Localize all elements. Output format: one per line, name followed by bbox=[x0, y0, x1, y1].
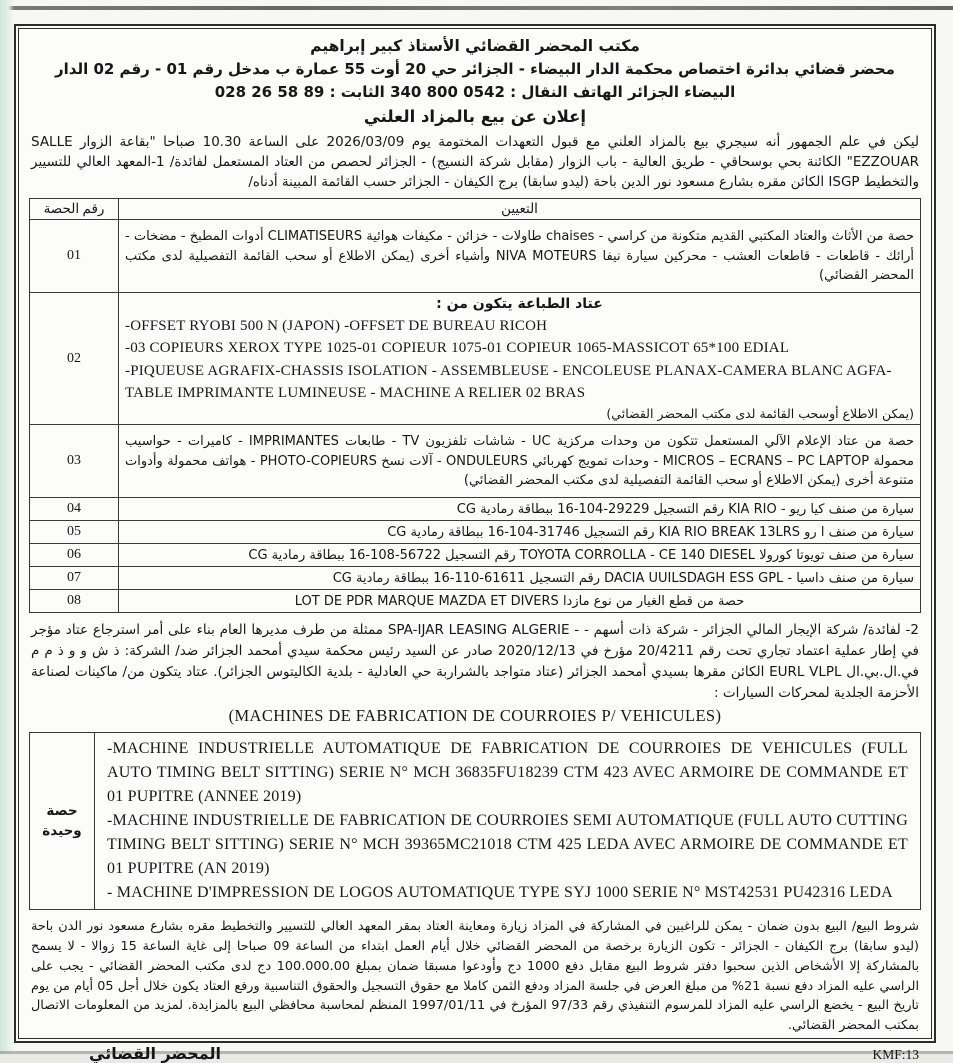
equipment-line: -03 COPIEURS XEROX TYPE 1025-01 COPIEUR 1075-01 COPIEUR 1065-MASSICOT 65*100 EDIAL bbox=[125, 340, 790, 357]
document-footer bbox=[29, 1044, 921, 1063]
consultation-note: (يمكن الاطلاع أوسحب القائمة لدى مكتب المحضر القضائي) bbox=[606, 405, 914, 421]
lot-number: 01 bbox=[30, 220, 119, 293]
lot-row-07 bbox=[30, 567, 921, 590]
single-lot-label bbox=[30, 733, 95, 910]
lot-row-08 bbox=[30, 590, 921, 613]
lot-description: حصة من الأثاث والعتاد المكتبي القديم متكونة من كراسي - chaises طاولات - خزائن - مكيفات هوائية CLIMATISEURS أدوات المطبخ - مضخات - أرائك - قاطعات - قاطعات العشب - محركين سيارة نيفا NIVA MOTEURS وأشياء أخرى (يمكن الاطلاع أو سحب القائمة التفصيلية لدى مكتب المحضر القضائي) bbox=[119, 220, 921, 293]
lot-number: 04 bbox=[30, 498, 119, 521]
lot-row-03 bbox=[30, 425, 921, 498]
lot-row-04 bbox=[30, 498, 921, 521]
document-header bbox=[29, 35, 921, 129]
vehicle-description: سيارة من صنف تويوتا كورولا TOYOTA CORROLLA - CE 140 DIESEL رقم التسجيل 56722-108-16 ببطاقة رمادية CG bbox=[119, 544, 921, 567]
vehicle-description: سيارة من صنف داسيا - DACIA UUILSDAGH ESS GPL رقم التسجيل 61611-110-16 ببطاقة رمادية CG bbox=[119, 567, 921, 590]
lots-table-header-row bbox=[30, 199, 921, 220]
machines-french-subtitle: (MACHINES DE FABRICATION DE COURROIES P/ VEHICULES) bbox=[228, 706, 722, 726]
machine-item: - MACHINE D'IMPRESSION DE LOGOS AUTOMATIQUE TYPE SYJ 1000 SERIE N° MST42531 PU42316 LEDA bbox=[107, 884, 893, 902]
spare-parts-description: حصة من قطع الغيار من نوع مازدا LOT DE PDR MARQUE MAZDA ET DIVERS bbox=[119, 590, 921, 613]
bailiff-address-contact: محضر قضائي بدائرة اختصاص محكمة الدار البيضاء - الجزائر حي 20 أوت 55 عمارة ب مدخل رقم 01 - رقم 02 الدار البيضاء الجزائر الهاتف النقال : 0542 800 340 الثابت : 89 58 26 028 bbox=[55, 60, 895, 101]
printing-equipment-heading: عتاد الطباعة يتكون من : bbox=[436, 296, 603, 313]
lot-description bbox=[119, 293, 921, 425]
lot-description: حصة من عتاد الإعلام الآلي المستعمل تتكون من وحدات مركزية UC - شاشات تلفزيون TV - طابعات IMPRIMANTES - كاميرات - حواسيب محمولة MICROS – ECRANS – PC LAPTOP - وحدات تمويج كهربائي ONDULEURS - آلات نسخ PHOTO-COPIEURS - هواتف محمولة وأدوات متنوعة أخرى (يمكن الاطلاع أو سحب القائمة التفصيلية لدى مكتب المحضر القضائي) bbox=[119, 425, 921, 498]
bailiff-office-name: مكتب المحضر القضائي الأستاذ كبير إبراهيم bbox=[310, 37, 640, 55]
machine-item: -MACHINE INDUSTRIELLE DE FABRICATION DE COURROIES SEMI AUTOMATIQUE (FULL AUTO CUTTING TIMING BELT SITTING) SERIE N° MCH 39365MC21018 CTM 425 LEDA AVEC ARMOIRE DE COMMANDE ET 01 PUPITRE (AN 2019) bbox=[107, 812, 908, 878]
auction-intro-paragraph: ليكن في علم الجمهور أنه سيجري بيع بالمزاد العلني مع قبول التعهدات المختومة يوم 2026/03/09 على الساعة 10.30 صباحا "بقاعة الزوار SALLE EZZOUAR" الكائنة بحي بوسحاقي - طريق العالية - باب الزوار (مقابل شركة النسيج) - الجزائر لحصص من العتاد المستعمل لفائدة/ 1-المعهد العالي للتسيير والتخطيط ISGP الكائن مقره بشارع مسعود نور الدين باحة (ليدو سابقا) برج الكيفان - الجزائر حسب القائمة المبينة أدناه/ bbox=[31, 133, 920, 191]
lots-table bbox=[29, 198, 921, 613]
equipment-line: -OFFSET RYOBI 500 N (JAPON) -OFFSET DE BUREAU RICOH bbox=[125, 317, 548, 334]
lot-row-02 bbox=[30, 293, 921, 425]
document-frame bbox=[14, 24, 936, 1063]
lot-number-column-header: رقم الحصة bbox=[30, 199, 119, 220]
designation-column-header: التعيين bbox=[119, 199, 921, 220]
lot-number: 03 bbox=[30, 425, 119, 498]
single-lot-row bbox=[30, 733, 921, 910]
lot-row-05 bbox=[30, 521, 921, 544]
single-lot-label-line1: حصة bbox=[46, 802, 78, 819]
lot-number: 08 bbox=[30, 590, 119, 613]
lot-row-06 bbox=[30, 544, 921, 567]
second-beneficiary-paragraph: 2- لفائدة/ شركة الإيجار المالي الجزائر - شركة ذات أسهم - - SPA-IJAR LEASING ALGERIE ممثلة من طرف مديرها العام بناء على أمر استرجاع عتاد مؤجر في إطار عملية اعتماد تجاري تحت رقم 20/4211 مؤرخ في 2020/12/13 صادر عن السيد رئيس محكمة سيدي أمحمد الجزائر ضد/ الشركة: ذ ش و و ذ م م في.ال.بي.ال EURL VLPL الكائن مقرها بسيدي أمحمد الجزائر (عتاد متواجد بالشراربة حي العادلية - بلدية الكاليتوس الجزائر). عتاد يتكون من/ ماكينات لصناعة الأحزمة الجلدية لمحركات السيارات : bbox=[31, 622, 920, 702]
single-lot-table bbox=[29, 732, 921, 910]
vehicle-description: سيارة من صنف كيا ريو - KIA RIO رقم التسجيل 29229-104-16 ببطاقة رمادية CG bbox=[119, 498, 921, 521]
sale-conditions-paragraph: شروط البيع/ البيع بدون ضمان - يمكن للراغبين في المشاركة في المزاد زيارة ومعاينة العتاد بمقر المعهد العالي للتسيير والتخطيط مقره بشارع مسعود نور الدن باحة (ليدو سابقا) برج الكيفان - الجزائر - تكون الزيارة برخصة من المحضر القضائي خلال أيام العمل ابتداء من الساعة 09 صباحا إلى غاية الساعة 15 زوالا - لا يسمح بالمشاركة إلا الأشخاص الذين سحبوا دفتر شروط البيع مقابل دفع 1000 دج وأودعوا مسبقا ضمان بمبلغ 100.000.00 دج لدى مكتب المحضر القضائي - يجب على الراسي عليه المزاد دفع نسبة 21% من مبلغ العرض في جلسة المزاد ودفع الثمن كاملا مع حقوق التسجيل والحقوق التناسبية ورفع العتاد يكون خلال أجل 05 أيام من يوم تاريخ البيع - يخضع الراسي عليه المزاد للمرسوم التنفيذي رقم 97/33 المؤرخ في 1997/01/11 المنظم لمحاسبة محافظي البيع بالمزايدة. لمزيد من المعلومات الاتصال بمكتب المحضر القضائي. bbox=[31, 919, 920, 1034]
vehicle-description: سيارة من صنف ا رو KIA RIO BREAK 13LRS رقم التسجيل 31746-104-16 ببطاقة رمادية CG bbox=[119, 521, 921, 544]
machines-description-cell bbox=[95, 733, 921, 910]
equipment-line: -PIQUEUSE AGRAFIX-CHASSIS ISOLATION - ASSEMBLEUSE - ENCOLEUSE PLANAX-CAMERA BLANC AGFA-TABLE IMPRIMANTE LUMINEUSE - MACHINE A RELIER 02 BRAS bbox=[125, 362, 892, 402]
lot-number: 05 bbox=[30, 521, 119, 544]
lot-number: 07 bbox=[30, 567, 119, 590]
document-body bbox=[18, 28, 932, 1063]
scan-edge-tint-left bbox=[0, 0, 14, 1054]
notice-title: إعلان عن بيع بالمزاد العلني bbox=[363, 107, 587, 127]
single-lot-label-line2: وحيدة bbox=[42, 823, 82, 840]
bailiff-signature-label: المحضر القضائي bbox=[89, 1044, 222, 1063]
lot-row-01 bbox=[30, 220, 921, 293]
lot-number: 02 bbox=[30, 293, 119, 425]
machine-item: -MACHINE INDUSTRIELLE AUTOMATIQUE DE FABRICATION DE COURROIES DE VEHICULES (FULL AUTO TIMING BELT SITTING) SERIE N° MCH 36835FU18239 CTM 423 AVEC ARMOIRE DE COMMANDE ET 01 PUPITRE (ANNEE 2019) bbox=[107, 740, 908, 806]
publication-code-stamp: KMF:13 bbox=[872, 1047, 919, 1063]
lot-number: 06 bbox=[30, 544, 119, 567]
scan-edge-artifact-top bbox=[0, 6, 953, 10]
